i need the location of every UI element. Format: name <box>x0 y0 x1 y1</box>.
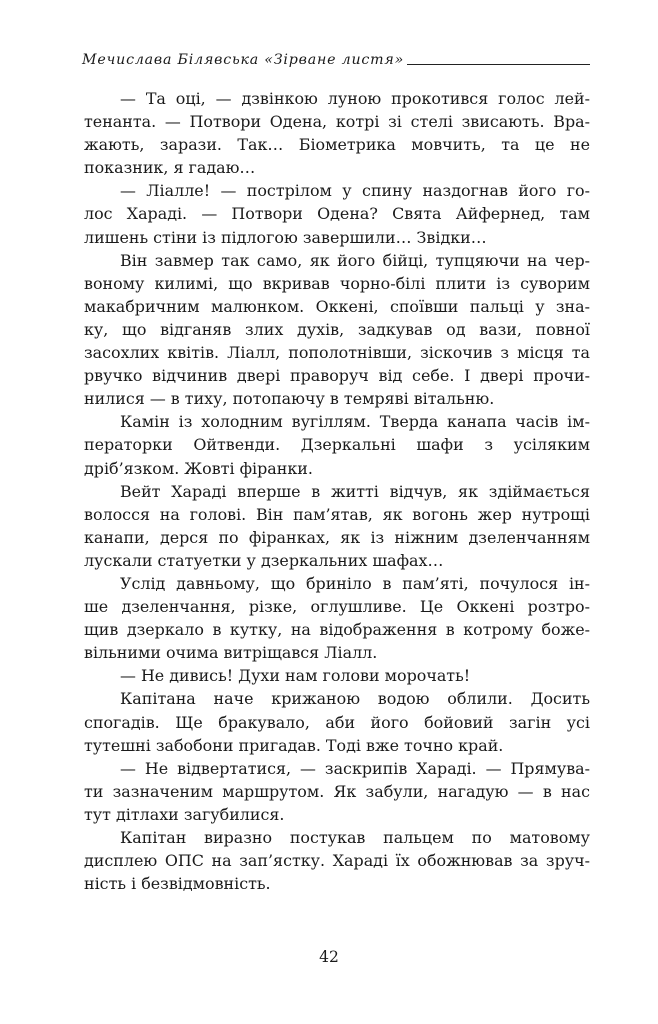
text-line: рвучко відчинив двері праворуч від себе. І двері прочи- <box>84 366 590 386</box>
text-line: дріб’язком. Жовті фіранки. <box>84 458 313 478</box>
text-line: ператорки Ойтвенди. Дзеркальні шафи з усіляким <box>84 435 590 455</box>
text-line: — Не відвертатися, — заскрипів Хараді. — Прямува- <box>120 758 590 778</box>
running-head <box>82 44 590 68</box>
running-head-text: Мечислава Білявська «Зірване листя» <box>82 51 405 68</box>
text-line: засохлих квітів. Ліалл, пополотнівши, зіскочив з місця та <box>84 343 590 363</box>
text-line: Капітана наче крижаною водою облили. Досить <box>120 689 590 709</box>
text-line: жають, зарази. Так… Біометрика мовчить, та це не <box>84 135 590 155</box>
text-line: ше дзеленчання, різке, оглушливе. Це Оккені розтро- <box>84 597 590 617</box>
text-line: — Та оці, — дзвінкою луною прокотився голос лей- <box>120 89 590 108</box>
text-line: ку, що відганяв злих духів, задкував од вази, повної <box>84 319 590 339</box>
text-line: Вейт Хараді вперше в житті відчув, як здіймається <box>120 481 590 501</box>
text-line: канапи, дерся по фіранках, як із ніжним дзеленчанням <box>84 527 590 547</box>
text-line: ти зазначеним маршрутом. Як забули, нагадую — в нас <box>84 781 590 801</box>
body-text <box>84 87 590 895</box>
text-line: лос Хараді. — Потвори Одена? Свята Айфернед, там <box>84 204 590 224</box>
text-line: макабричним малюнком. Оккені, споївши пальці у зна- <box>84 296 590 316</box>
text-line: вільними очима витріщався Ліалл. <box>84 643 378 663</box>
text-line: волосся на голові. Він пам’ятав, як вогонь жер нутрощі <box>84 504 590 524</box>
running-head-rule <box>407 64 590 65</box>
text-line: показник, я гадаю… <box>84 158 256 178</box>
page-number: 42 <box>319 948 339 966</box>
text-line: спогадів. Ще бракувало, аби його бойовий загін усі <box>84 712 590 732</box>
text-line: — Не дивись! Духи нам голови морочать! <box>120 666 471 686</box>
text-line: Він завмер так само, як його бійці, тупцяючи на чер- <box>120 250 590 270</box>
text-line: Камін із холодним вугіллям. Тверда канапа часів ім- <box>120 412 590 432</box>
text-line: тутешні забобони пригадав. Тоді вже точно край. <box>84 735 504 755</box>
text-line: лишень стіни із підлогою завершили… Звідки… <box>84 227 487 247</box>
text-line: тут дітлахи загубилися. <box>84 804 285 824</box>
text-line: щив дзеркало в кутку, на відображення в котрому боже- <box>84 620 590 640</box>
text-line: дисплею ОПС на зап’ястку. Хараді їх обожнював за зруч- <box>84 851 590 871</box>
text-line: нилися — в тиху, потопаючу в темряві вітальню. <box>84 389 495 409</box>
text-line: воному килимі, що вкривав чорно-білі плити із суворим <box>84 273 590 293</box>
text-line: Услід давньому, що бриніло в пам’яті, почулося ін- <box>120 573 590 593</box>
text-line: лускали статуетки у дзеркальних шафах… <box>84 550 444 570</box>
text-line: ність і безвідмовність. <box>84 874 271 894</box>
text-line: Капітан виразно постукав пальцем по матовому <box>120 828 590 847</box>
text-line: тенанта. — Потвори Одена, котрі зі стелі звисають. Вра- <box>84 112 590 132</box>
text-line: — Ліалле! — пострілом у спину наздогнав його го- <box>120 181 590 201</box>
